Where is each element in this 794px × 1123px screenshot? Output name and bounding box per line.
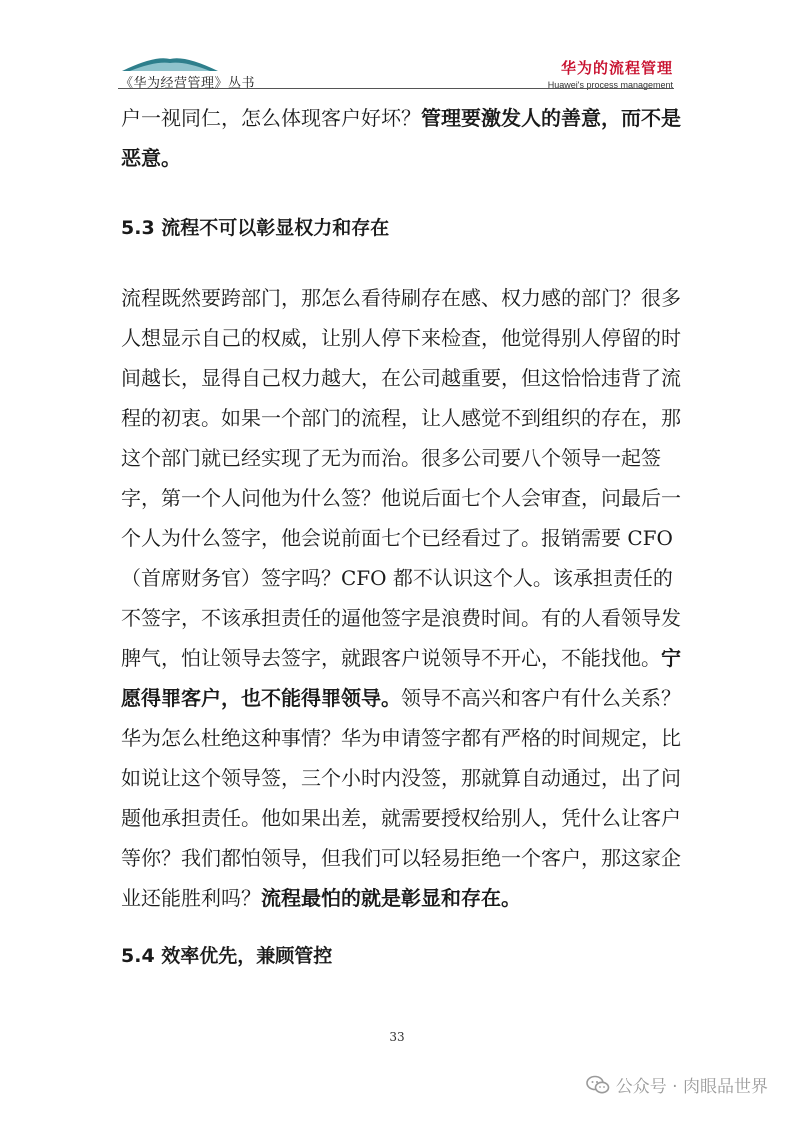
paragraph-text: 领导不高兴和客户有什么关系？华为怎么杜绝这种事情？华为申请签字都有严格的时间规定，比如说让这个领导签，三个小时内没签，那就算自动通过，出了问题他承担责任。他如果出差，就需要授权给别人，凭什么让客户等你？我们都怕领导，但我们可以轻易拒绝一个客户，那这家企业还能胜利吗？ [121, 686, 681, 910]
emphasis-text: 管理要激发人的善意，而不是恶意。 [121, 106, 681, 170]
paragraph-text: 流程既然要跨部门，那怎么看待刷存在感、权力感的部门？很多人想显示自己的权威，让别人停下来检查，他觉得别人停留的时间越长，显得自己权力越大，在公司越重要，但这恰恰违背了流程的初衷。如果一个部门的流程，让人感觉不到组织的存在，那这个部门就已经实现了无为而治。很多公司要八个领导一起签字，第一个人问他为什么签？他说后面七个人会审查，问最后一个人为什么签字，他会说前面七个已经看过了。报销需要 CFO（首席财务官）签字吗？CFO 都不认识这个人。该承担责任的不签字，不该承担责任的逼他签字是浪费时间。有的人看领导发脾气，怕让领导去签字，就跟客户说领导不开心，不能找他。 [121, 286, 681, 670]
emphasis-text: 流程最怕的就是彰显和存在。 [261, 886, 521, 910]
brand-title: 华为的流程管理 [560, 59, 673, 77]
watermark [586, 1072, 768, 1097]
paragraph [121, 98, 681, 178]
publisher-logo-icon [120, 56, 220, 72]
section-heading: 5.3 流程不可以彰显权力和存在 [121, 217, 390, 239]
page-header [0, 0, 794, 100]
page-number: 33 [389, 1030, 405, 1044]
emphasis-text: 宁愿得罪客户，也不能得罪领导。 [121, 646, 681, 710]
watermark-text: 公众号 · 肉眼品世界 [615, 1077, 768, 1097]
brand-block [548, 57, 673, 90]
paragraph-text: 户一视同仁，怎么体现客户好坏？ [121, 106, 421, 130]
wechat-icon [586, 1075, 610, 1095]
page-content [121, 98, 681, 976]
brand-subtitle: Huawei's process management [547, 80, 673, 90]
series-title: 《华为经营管理》丛书 [120, 76, 256, 91]
section-heading: 5.4 效率优先，兼顾管控 [121, 945, 333, 967]
header-divider [118, 88, 674, 89]
paragraph [121, 278, 681, 918]
